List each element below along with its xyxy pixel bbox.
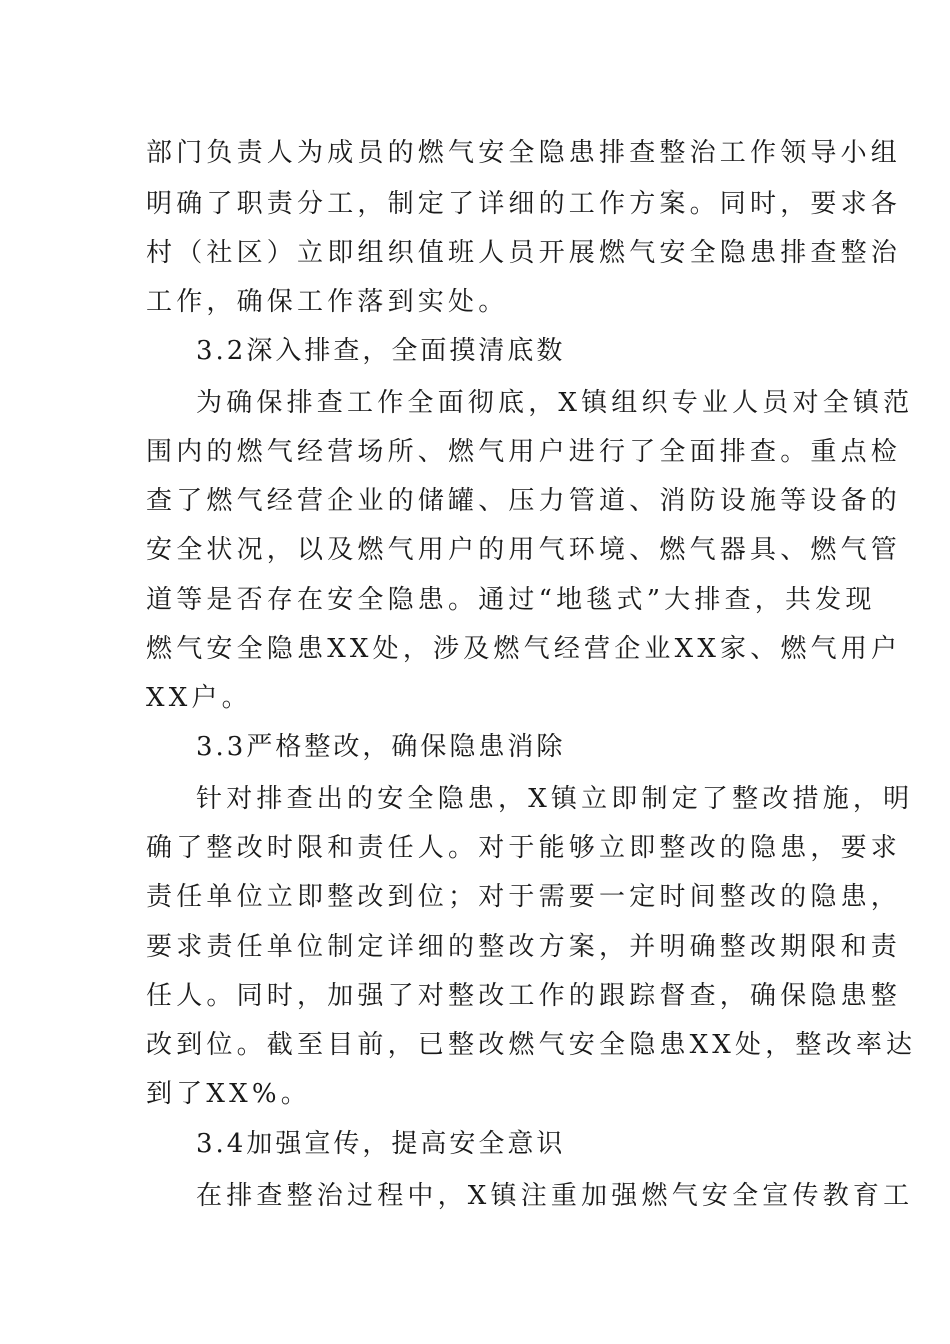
text-line: 任人。同时，加强了对整改工作的跟踪督查，确保隐患整 xyxy=(146,981,902,1011)
text-line: 燃气安全隐患XX处，涉及燃气经营企业XX家、燃气用户 xyxy=(146,634,902,664)
text-line: 道等是否存在安全隐患。通过“地毯式”大排查，共发现 xyxy=(146,585,876,615)
text-line: 村（社区）立即组织值班人员开展燃气安全隐患排查整治 xyxy=(146,238,902,268)
text-line: 围内的燃气经营场所、燃气用户进行了全面排查。重点检 xyxy=(146,437,902,467)
text-line: 查了燃气经营企业的储罐、压力管道、消防设施等设备的 xyxy=(146,486,902,516)
text-line: 到了XX%。 xyxy=(146,1079,311,1109)
section-heading: 3.3严格整改，确保隐患消除 xyxy=(196,732,566,762)
section-heading: 3.2深入排查，全面摸清底数 xyxy=(196,336,566,366)
text-line: 工作，确保工作落到实处。 xyxy=(146,287,509,317)
text-line: 责任单位立即整改到位；对于需要一定时间整改的隐患， xyxy=(146,882,902,912)
section-heading: 3.4加强宣传，提高安全意识 xyxy=(196,1129,566,1159)
text-line: 针对排查出的安全隐患，X镇立即制定了整改措施，明 xyxy=(196,784,914,814)
text-line: 确了整改时限和责任人。对于能够立即整改的隐患，要求 xyxy=(146,833,902,863)
text-line: 为确保排查工作全面彻底，X镇组织专业人员对全镇范 xyxy=(196,388,914,418)
text-line: 在排查整治过程中，X镇注重加强燃气安全宣传教育工 xyxy=(196,1181,914,1211)
text-line: 明确了职责分工，制定了详细的工作方案。同时，要求各 xyxy=(146,189,902,219)
text-line: 改到位。截至目前，已整改燃气安全隐患XX处，整改率达 xyxy=(146,1030,917,1060)
text-line: 部门负责人为成员的燃气安全隐患排查整治工作领导小组 xyxy=(146,138,902,168)
text-line: 安全状况，以及燃气用户的用气环境、燃气器具、燃气管 xyxy=(146,535,902,565)
text-line: XX户。 xyxy=(146,683,252,713)
text-line: 要求责任单位制定详细的整改方案，并明确整改期限和责 xyxy=(146,932,902,962)
